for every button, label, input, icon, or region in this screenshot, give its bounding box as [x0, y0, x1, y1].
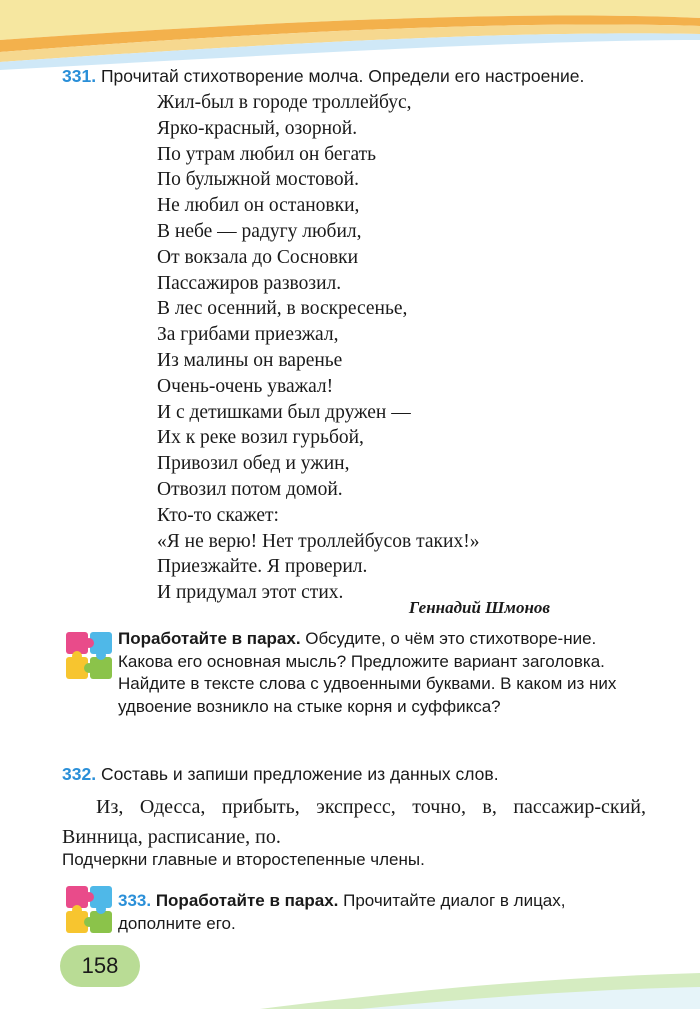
poem-line: Очень-очень уважал! [157, 375, 334, 397]
task-332-instruction: Составь и запиши предложение из данных слов. [100, 764, 499, 784]
poem-line: «Я не верю! Нет троллейбусов таких!» [157, 530, 480, 552]
puzzle-icon [64, 884, 114, 936]
poem-line: В небе — радугу любил, [157, 220, 362, 242]
poem-line: Отвозил потом домой. [157, 478, 343, 500]
task-332-number: 332. [62, 764, 97, 784]
bottom-decorative-wave [0, 959, 700, 1009]
task-333-number: 333. [118, 891, 152, 910]
poem-line: Жил-был в городе троллейбус, [157, 92, 412, 113]
task-331-heading [62, 64, 584, 88]
poem-line: Приезжайте. Я проверил. [157, 556, 368, 578]
pair-work-text-2: Найдите в тексте слова с удвоенными буквами. В каком из них удвоение возникло на стыке корня и суффикса? [118, 674, 617, 716]
poem-line: За грибами приезжал, [157, 324, 339, 346]
poem-line: Их к реке возил гурьбой, [157, 427, 364, 449]
task-332-heading [62, 762, 499, 786]
poem-line: Пассажиров развозил. [157, 272, 342, 294]
task-332-words: Из, Одесса, прибыть, экспресс, точно, в, пассажир-ский, Винница, расписание, по. [62, 796, 646, 848]
puzzle-icon [64, 630, 114, 682]
poem-line: В лес осенний, в воскресенье, [157, 298, 408, 320]
poem-line: Кто-то скажет: [157, 504, 279, 526]
poem-line: Привозил обед и ужин, [157, 453, 350, 475]
pair-work-block [118, 628, 646, 718]
page-number: 158 [60, 945, 140, 987]
poem-author: Геннадий Шмонов [408, 598, 550, 617]
poem-line: По булыжной мостовой. [157, 169, 359, 191]
task-333-text: Прочитайте диалог в лицах, дополните его. [118, 891, 566, 933]
poem-line: От вокзала до Сосновки [157, 246, 359, 268]
task-331-number: 331. [62, 66, 97, 86]
pair-work-text-1: Обсудите, о чём это стихотворе-ние. Какова его основная мысль? Предложите вариант заголовка. [118, 629, 605, 671]
poem-line: И с детишками был дружен — [157, 401, 411, 423]
task-333-block [118, 890, 648, 935]
poem-line: И придумал этот стих. [157, 582, 344, 604]
pair-work-label: Поработайте в парах. [118, 629, 301, 648]
poem-line: Не любил он остановки, [157, 195, 360, 217]
task-331-instruction: Прочитай стихотворение молча. Определи его настроение. [100, 66, 585, 86]
task-332-note: Подчеркни главные и второстепенные члены. [62, 850, 425, 869]
poem [157, 90, 479, 606]
task-333-label: Поработайте в парах. [155, 891, 339, 910]
poem-line: Из малины он варенье [157, 349, 343, 371]
poem-line: По утрам любил он бегать [157, 143, 377, 165]
poem-line: Ярко-красный, озорной. [157, 117, 358, 139]
top-decorative-stripes [0, 0, 700, 70]
